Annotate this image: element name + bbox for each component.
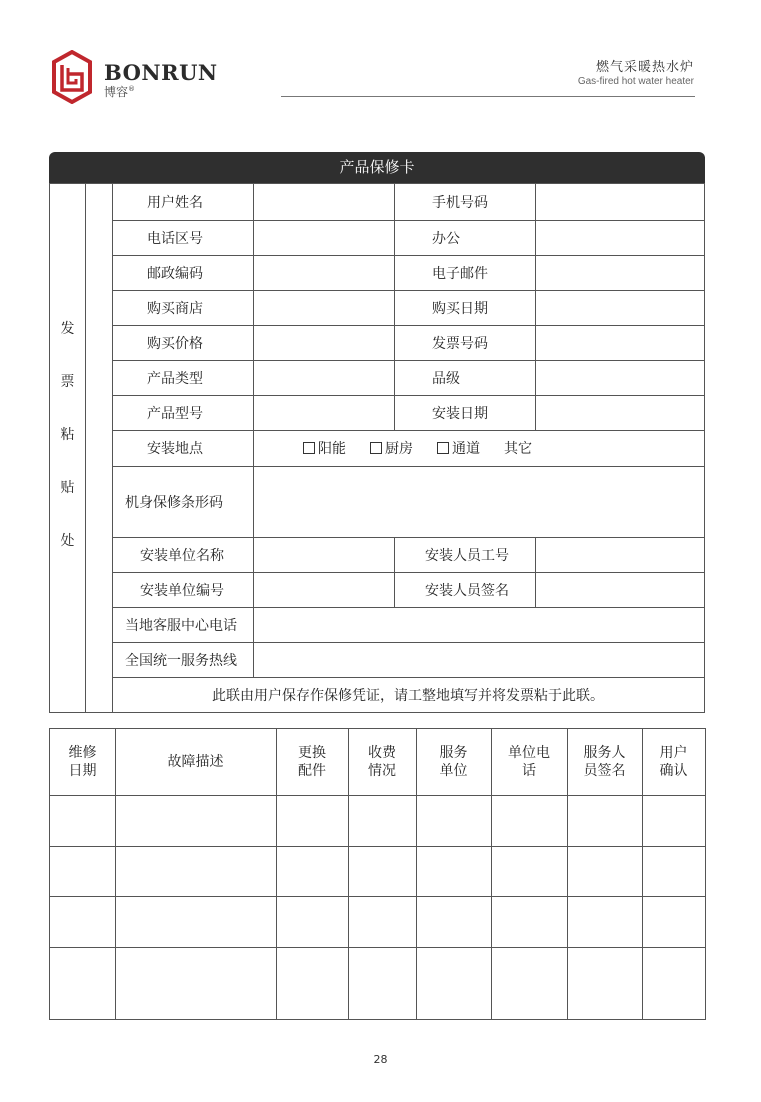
label-price: 购买价格 (147, 335, 203, 352)
label-hotline: 全国统一服务热线 (125, 652, 237, 669)
brand-name: BONRUN (104, 60, 218, 85)
label-local-service: 当地客服中心电话 (125, 617, 237, 634)
label-install-location: 安装地点 (147, 441, 203, 457)
label-installer-sign: 安装人员签名 (425, 582, 509, 599)
col-fault-description: 故障描述 (167, 754, 224, 770)
option-kitchen[interactable]: 厨房 (370, 438, 413, 458)
page-number: 28 (373, 1053, 388, 1066)
label-installer-unit-no: 安装单位编号 (140, 582, 224, 599)
stub-char: 票 (60, 374, 75, 390)
col-service-unit: 服务 单位 (439, 745, 468, 779)
col-repair-date: 维修 日期 (68, 745, 97, 779)
label-email: 电子邮件 (432, 265, 488, 282)
label-area-code: 电话区号 (147, 230, 203, 247)
col-replaced-parts: 更换 配件 (298, 745, 326, 779)
stub-char: 粘 (60, 427, 75, 443)
label-grade: 品级 (432, 370, 460, 387)
invoice-paste-area (50, 184, 85, 712)
product-category-en: Gas-fired hot water heater (577, 76, 694, 87)
warranty-form (49, 183, 705, 713)
card-title: 产品保修卡 (49, 152, 705, 183)
bonrun-logo-icon (50, 50, 94, 104)
label-model: 产品型号 (147, 405, 203, 422)
label-postcode: 邮政编码 (147, 265, 203, 282)
brand-name-cn: 博容® (104, 85, 136, 99)
label-mobile: 手机号码 (432, 195, 488, 211)
checkbox-icon[interactable] (437, 442, 449, 454)
label-installer-unit-name: 安装单位名称 (140, 547, 224, 564)
option-corridor[interactable]: 通道 (437, 438, 480, 458)
option-solar[interactable]: 阳能 (303, 438, 346, 458)
label-store: 购买商店 (147, 300, 203, 317)
label-install-date: 安装日期 (432, 405, 488, 422)
install-location-options (303, 430, 556, 466)
col-charges: 收费 情况 (368, 745, 396, 779)
stub-char: 贴 (60, 480, 75, 496)
option-other[interactable]: 其它 (504, 441, 532, 457)
col-service-signature: 服务人 员签名 (583, 745, 626, 779)
checkbox-icon[interactable] (303, 442, 315, 454)
label-product-type: 产品类型 (147, 370, 203, 387)
card-footer-note: 此联由用户保存作保修凭证，请工整地填写并将发票粘于此联。 (212, 687, 604, 704)
label-user-name: 用户姓名 (147, 195, 203, 211)
label-invoice-no: 发票号码 (432, 335, 488, 352)
product-category-cn: 燃气采暖热水炉 (595, 60, 694, 75)
col-unit-phone: 单位电 话 (508, 745, 550, 779)
col-user-confirm: 用户 确认 (659, 745, 688, 779)
warranty-card (49, 152, 705, 714)
registered-mark: ® (128, 85, 136, 93)
checkbox-icon[interactable] (370, 442, 382, 454)
label-barcode: 机身保修条形码 (125, 494, 223, 511)
label-purchase-date: 购买日期 (432, 300, 488, 317)
label-office: 办公 (432, 230, 460, 247)
stub-char: 发 (60, 321, 75, 337)
stub-char: 处 (60, 533, 75, 549)
repair-record-table (49, 728, 706, 1020)
label-installer-id: 安装人员工号 (425, 547, 509, 564)
header-divider (281, 96, 695, 97)
